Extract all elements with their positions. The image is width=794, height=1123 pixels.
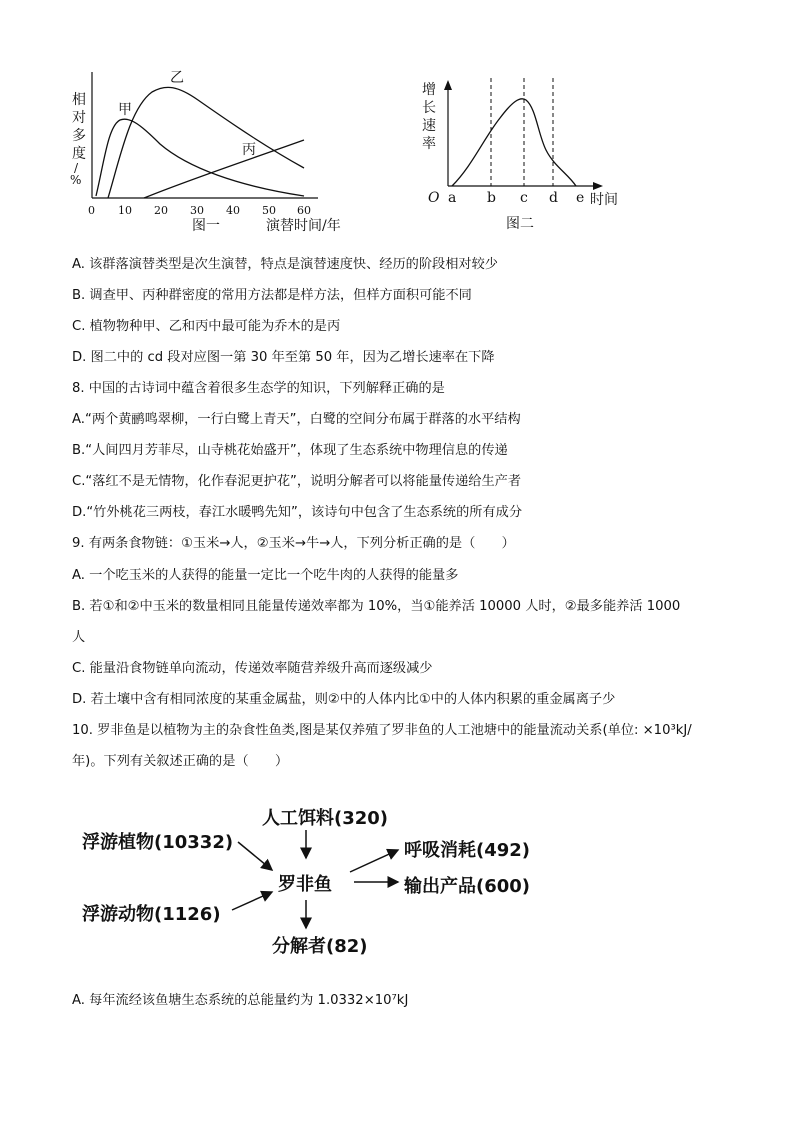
energy-flow-diagram <box>82 796 552 966</box>
q9-option-a: A. 一个吃玉米的人获得的能量一定比一个吃牛肉的人获得的能量多 <box>72 568 459 583</box>
node-artificial-feed: 人工饵料(320) <box>262 808 389 829</box>
q8-option-a: A.“两个黄鹂鸣翠柳，一行白鹭上青天”，白鹭的空间分布属于群落的水平结构 <box>72 412 521 427</box>
curve-yi <box>108 87 304 198</box>
curve-label-jia: 甲 <box>118 102 132 118</box>
q8-option-c: C.“落红不是无情物，化作春泥更护花”，说明分解者可以将能量传递给生产者 <box>72 474 522 489</box>
figure2-x-arrow <box>593 182 603 190</box>
figure1-xtick: 40 <box>226 204 240 217</box>
q9-option-b: B. 若①和②中玉米的数量相同且能量传递效率都为 10%，当①能养活 10000 人时，②最多能养活 1000 <box>72 599 681 614</box>
q8-option-b: B.“人间四月芳菲尽，山寺桃花始盛开”，体现了生态系统中物理信息的传递 <box>72 443 508 458</box>
node-tilapia: 罗非鱼 <box>278 874 332 895</box>
figure1-ylabel-char: / <box>74 161 79 175</box>
figure-1-chart <box>68 68 388 238</box>
figure1-xtick: 10 <box>118 204 132 217</box>
node-respiration: 呼吸消耗(492) <box>404 840 531 861</box>
figure2-ylabel-char: 长 <box>422 100 436 116</box>
figure1-ylabel-char: 度 <box>72 146 86 162</box>
figure1-xtick: 60 <box>297 204 311 217</box>
figure2-xlabel: 时间 <box>590 192 618 208</box>
node-phytoplankton: 浮游植物(10332) <box>82 832 234 853</box>
q10-stem-line2: 年)。下列有关叙述正确的是（ ） <box>72 754 289 769</box>
figure1-xtick: 50 <box>262 204 276 217</box>
figure2-xtick-a: a <box>448 190 457 206</box>
figure1-ylabel-char: % <box>70 173 82 187</box>
figure2-caption: 图二 <box>506 216 534 232</box>
q9-option-b-cont: 人 <box>72 630 86 645</box>
node-output-product: 输出产品(600) <box>404 876 531 897</box>
figure2-ylabel-char: 增 <box>422 82 436 98</box>
curve-jia <box>96 119 304 196</box>
q9-option-c: C. 能量沿食物链单向流动，传递效率随营养级升高而逐级减少 <box>72 661 433 676</box>
figure2-ylabel-char: 速 <box>422 118 436 134</box>
q7-option-d: D. 图二中的 cd 段对应图一第 30 年至第 50 年，因为乙增长速率在下降 <box>72 350 495 365</box>
figure2-y-arrow <box>444 80 452 90</box>
growth-rate-curve <box>452 99 576 186</box>
curve-label-bing: 丙 <box>242 142 256 158</box>
figure-2-chart <box>420 78 640 238</box>
figure1-xtick: 20 <box>154 204 168 217</box>
node-zooplankton: 浮游动物(1126) <box>82 904 221 925</box>
q10-option-a: A. 每年流经该鱼塘生态系统的总能量约为 1.0332×10⁷kJ <box>72 993 409 1008</box>
q7-option-c: C. 植物物种甲、乙和丙中最可能为乔木的是丙 <box>72 319 341 334</box>
figure2-origin: O <box>428 190 440 206</box>
figure1-ylabel-char: 相 <box>72 92 86 108</box>
q7-option-b: B. 调查甲、丙种群密度的常用方法都是样方法，但样方面积可能不同 <box>72 288 472 303</box>
curve-label-yi: 乙 <box>170 70 184 86</box>
figure2-xtick-d: d <box>549 190 558 206</box>
figure1-xlabel: 演替时间/年 <box>266 218 341 234</box>
q7-option-a: A. 该群落演替类型是次生演替，特点是演替速度快、经历的阶段相对较少 <box>72 257 498 272</box>
node-decomposer: 分解者(82) <box>272 936 368 957</box>
q8-stem: 8. 中国的古诗词中蕴含着很多生态学的知识，下列解释正确的是 <box>72 381 445 396</box>
figure1-ylabel-char: 对 <box>72 110 86 126</box>
q9-option-d: D. 若土壤中含有相同浓度的某重金属盐，则②中的人体内比①中的人体内积累的重金属离子少 <box>72 692 616 707</box>
figure1-xtick: 0 <box>88 204 95 217</box>
figure2-xtick-c: c <box>520 190 528 206</box>
q10-stem-line1: 10. 罗非鱼是以植物为主的杂食性鱼类,图是某仅养殖了罗非鱼的人工池塘中的能量流动关系(单位: ×10³kJ/ <box>72 723 692 738</box>
figure1-ylabel-char: 多 <box>72 128 86 144</box>
arrow-fish-to-respiration <box>350 850 398 872</box>
figure1-xtick: 30 <box>190 204 204 217</box>
figure2-xtick-b: b <box>487 190 496 206</box>
figure2-xtick-e: e <box>576 190 585 206</box>
q8-option-d: D.“竹外桃花三两枝，春江水暖鸭先知”，该诗句中包含了生态系统的所有成分 <box>72 505 523 520</box>
figure1-caption: 图一 <box>192 218 220 234</box>
curve-bing <box>144 140 304 198</box>
q9-stem: 9. 有两条食物链：①玉米→人，②玉米→牛→人，下列分析正确的是（ ） <box>72 536 515 551</box>
figure2-ylabel-char: 率 <box>422 136 436 152</box>
arrow-zoo-to-fish <box>232 892 272 910</box>
arrow-phyto-to-fish <box>238 842 272 870</box>
